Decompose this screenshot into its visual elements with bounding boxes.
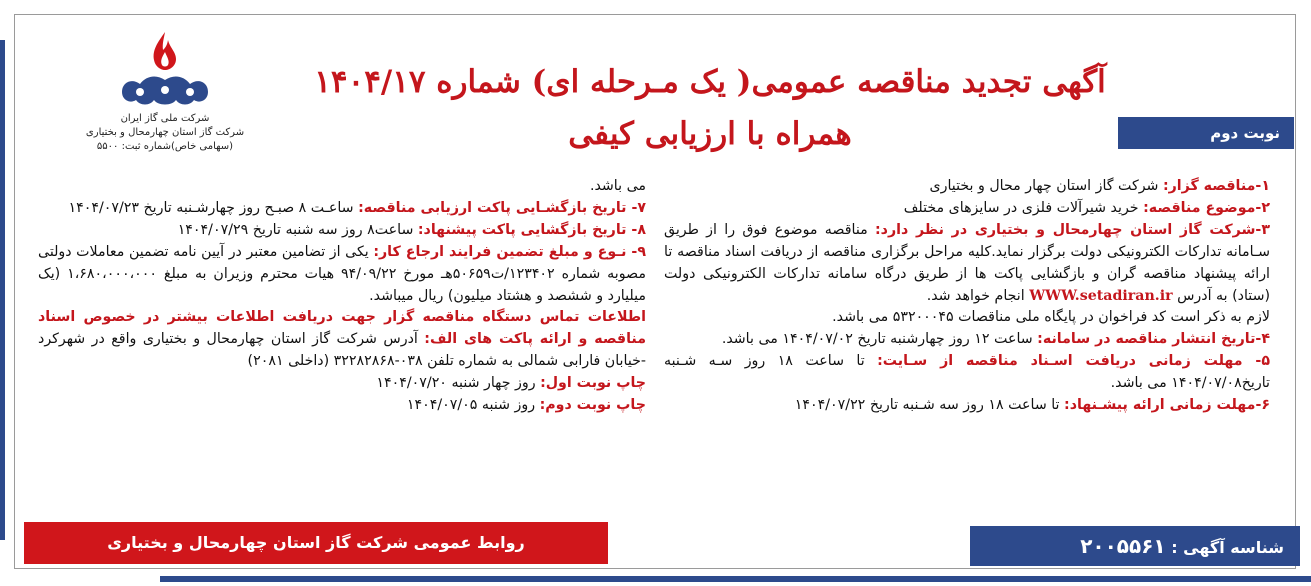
item-6: ۶-مهلت زمانی ارائه پیشـنهاد: تا ساعت ۱۸ روز سه شـنبه تاریخ ۱۴۰۴/۰۷/۲۲	[794, 397, 1270, 414]
org-registration: (سهامی خاص)شماره ثبت: ۵۵۰۰	[96, 141, 234, 152]
setad-website-link[interactable]: WWW.setadiran.ir	[1029, 287, 1173, 304]
tender-code-note: لازم به ذکر است کد فراخوان در پایگاه ملی مناقصات ۵۳۲۰۰۰۴۵ می باشد.	[832, 309, 1270, 326]
org-name-line1: شرکت ملی گاز ایران	[120, 113, 210, 124]
ad-title-line1: آگهی تجدید مناقصه عمومی( یک مـرحله ای) شماره ۱۴۰۴/۱۷	[314, 64, 1106, 100]
gas-flame-icon	[110, 28, 220, 112]
item-6-continuation: می باشد.	[589, 178, 646, 194]
left-edge-rule	[0, 40, 5, 540]
ad-id-value: ۲۰۰۵۵۶۱	[1080, 534, 1166, 558]
item-9: ۹- نـوع و مبلغ تضمین فرایند ارجاع کار: یکی از تضامین معتبر در آیین نامه تضمین معاملات دولتی مصوبه شماره ۱۲۳۴۰۲/ت۵۰۶۵۹هـ مورخ ۹۴/۰۹/۲۲ هیات محترم وزیران به مبلغ ۱،۶۸۰،۰۰۰،۰۰۰ (یک میلیارد و ششصد و هشتاد میلیون) ریال میباشد.	[38, 243, 646, 304]
item-4: ۴-تاریخ انتشار مناقصه در سامانه: ساعت ۱۲ روز چهارشنبه تاریخ ۱۴۰۴/۰۷/۰۲ می باشد.	[721, 331, 1270, 348]
company-logo	[80, 28, 250, 168]
ad-id-banner	[970, 526, 1300, 566]
ad-id-label: شناسه آگهی :	[1165, 538, 1284, 557]
bottom-rule	[160, 576, 1311, 582]
print-round-badge: نوبت دوم	[1118, 117, 1294, 149]
item-7: ۷- تاریخ بازگشـایی پاکت ارزیابی مناقصه: ساعـت ۸ صبـح روز چهارشـنبه تاریخ ۱۴۰۴/۰۷/۲۳	[68, 199, 646, 216]
item-1: ۱-مناقصه گزار: شرکت گاز استان چهار محال و بختیاری	[929, 178, 1270, 194]
left-column	[38, 176, 646, 417]
ad-title-line2: همراه با ارزیابی کیفی	[568, 116, 852, 152]
second-print-date: چاپ نوبت دوم: روز شنبه ۱۴۰۴/۰۷/۰۵	[406, 397, 646, 414]
first-print-date: چاپ نوبت اول: روز چهار شنبه ۱۴۰۴/۰۷/۲۰	[376, 375, 646, 392]
public-relations-banner: روابط عمومی شرکت گاز استان چهارمحال و بختیاری	[24, 522, 608, 564]
contact-info: اطلاعات تماس دستگاه مناقصه گزار جهت دریافت اطلاعات بیشتر در خصوص اسناد مناقصه و ارائه پاکت های الف: آدرس شرکت گاز استان چهارمحال و بختیاری واقع در شهرکرد -خیابان فارابی شمالی به شماره تلفن ۰۳۸-۳۲۲۸۲۸۶۸ (داخلی ۲۰۸۱)	[38, 309, 646, 370]
ad-title	[300, 56, 1120, 160]
item-3: ۳-شرکت گاز استان چهارمحال و بختیاری در نظر دارد: مناقصه موضوع فوق را از طریق سـامانه تدارکات الکترونیکی دولت برگزار نماید.کلیه مراحل برگزاری مناقصه از دریافت اسناد مناقصه تا ارائه پیشنهاد مناقصه گران و بازگشایی پاکت ها از طریق درگاه سامانه تدارکات الکترونیکی دولت (ستاد) به آدرس WWW.setadiran.ir انجام خواهد شد.	[664, 221, 1270, 304]
item-2: ۲-موضوع مناقصه: خرید شیرآلات فلزی در سایزهای مختلف	[903, 199, 1270, 216]
org-name-line2: شرکت گاز استان چهارمحال و بختیاری	[85, 127, 245, 138]
item-5: ۵- مهلت زمانی دریافت اسـناد مناقصه از سـایت: تا ساعت ۱۸ روز سـه شـنبه تاریخ۱۴۰۴/۰۷/۰۸ می باشد.	[664, 353, 1270, 392]
item-8: ۸- تاریخ بازگشایی پاکت پیشنهاد: ساعت۸ روز سه شنبه تاریخ ۱۴۰۴/۰۷/۲۹	[177, 221, 646, 238]
right-column	[664, 176, 1270, 417]
